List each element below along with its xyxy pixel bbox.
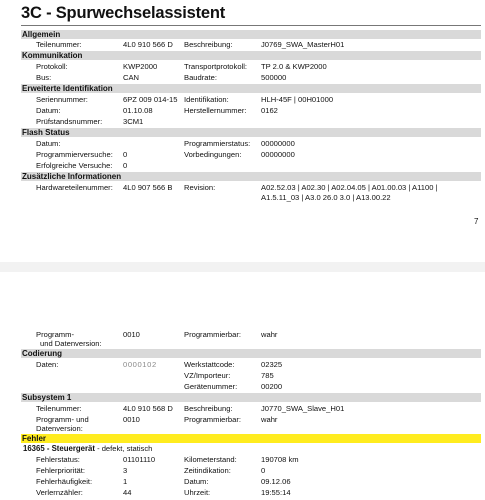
verlernzaehler-label: Verlernzähler:: [36, 488, 83, 497]
fehler-code-line: [23, 444, 152, 453]
seriennummer-label: Seriennummer:: [36, 95, 88, 104]
programmierversuche-value: 0: [123, 150, 128, 159]
geraetenummer-label: Gerätenummer:: [184, 382, 238, 391]
pruefstandsnummer-value: 3CM1: [123, 117, 144, 126]
zeitindikation-label: Zeitindikation:: [184, 466, 231, 475]
section-header-allgemein: Allgemein: [21, 30, 481, 39]
subsystem-programm-label-line2: Datenversion:: [36, 424, 83, 433]
uhrzeit-label: Uhrzeit:: [184, 488, 211, 497]
pruefstandsnummer-label: Prüfstandsnummer:: [36, 117, 103, 126]
vz-importeur-label: VZ/Importeur:: [184, 371, 231, 380]
fehlerhaeufigkeit-value: 1: [123, 477, 128, 486]
verlernzaehler-value: 44: [123, 488, 132, 497]
subsystem-beschreibung-label: Beschreibung:: [184, 404, 233, 413]
werkstattcode-label: Werkstattcode:: [184, 360, 235, 369]
fehlerstatus-label: Fehlerstatus:: [36, 455, 80, 464]
section-header-codierung: Codierung: [21, 349, 481, 358]
revision-value-line1: A02.52.03 | A02.30 | A02.04.05 | A01.00.03 | A1100 |: [261, 183, 438, 192]
section-header-flash-status: Flash Status: [21, 128, 481, 137]
subsystem-programmierbar-value: wahr: [261, 415, 278, 424]
codierung-daten-value: 0000102: [123, 360, 157, 369]
programm-datenversion-label-line1: Programm-: [36, 330, 74, 339]
section-header-zusaetzliche-informationen: Zusätzliche Informationen: [21, 172, 481, 181]
section-header-subsystem-1: Subsystem 1: [21, 393, 481, 402]
kilometerstand-label: Kilometerstand:: [184, 455, 237, 464]
vorbedingungen-value: 00000000: [261, 150, 295, 159]
transportprotokoll-value: TP 2.0 & KWP2000: [261, 62, 327, 71]
identifikation-value: HLH-45F | 00H01000: [261, 95, 334, 104]
codierung-daten-label: Daten:: [36, 360, 59, 369]
kilometerstand-value: 190708 km: [261, 455, 299, 464]
programmierbar-value: wahr: [261, 330, 278, 339]
page-title: 3C - Spurwechselassistent: [21, 4, 226, 22]
fehler-beschreibung: - defekt, statisch: [94, 444, 153, 453]
transportprotokoll-label: Transportprotokoll:: [184, 62, 248, 71]
page-break: [0, 262, 485, 272]
subsystem-programmierbar-label: Programmierbar:: [184, 415, 241, 424]
identifikation-label: Identifikation:: [184, 95, 229, 104]
subsystem-programm-label-line1: Programm- und: [36, 415, 89, 424]
erfolgreiche-versuche-label: Erfolgreiche Versuche:: [36, 161, 113, 170]
programmierstatus-label: Programmierstatus:: [184, 139, 251, 148]
zeitindikation-value: 0: [261, 466, 266, 475]
programmierstatus-value: 00000000: [261, 139, 295, 148]
subsystem-teilenummer-value: 4L0 910 568 D: [123, 404, 173, 413]
baudrate-value: 500000: [261, 73, 287, 82]
subsystem-beschreibung-value: J0770_SWA_Slave_H01: [261, 404, 345, 413]
bus-value: CAN: [123, 73, 140, 82]
flash-datum-label: Datum:: [36, 139, 61, 148]
hardwareteilenummer-value: 4L0 907 566 B: [123, 183, 173, 192]
beschreibung-value: J0769_SWA_MasterH01: [261, 40, 345, 49]
datum-label: Datum:: [36, 106, 61, 115]
teilenummer-value: 4L0 910 566 D: [123, 40, 173, 49]
protokoll-label: Protokoll:: [36, 62, 68, 71]
werkstattcode-value: 02325: [261, 360, 283, 369]
title-divider: [21, 25, 481, 26]
programmierbar-label: Programmierbar:: [184, 330, 241, 339]
fehlerprioritaet-value: 3: [123, 466, 128, 475]
revision-value-line2: A1.5.11_03 | A3.0 26.0 3.0 | A13.00.22: [261, 193, 391, 202]
herstellernummer-label: Herstellernummer:: [184, 106, 247, 115]
programmierversuche-label: Programmierversuche:: [36, 150, 113, 159]
subsystem-teilenummer-label: Teilenummer:: [36, 404, 82, 413]
hardwareteilenummer-label: Hardwareteilenummer:: [36, 183, 113, 192]
subsystem-programm-value: 0010: [123, 415, 140, 424]
seriennummer-value: 6PZ 009 014-15: [123, 95, 178, 104]
fehlerstatus-value: 01101110: [123, 455, 156, 464]
vorbedingungen-label: Vorbedingungen:: [184, 150, 242, 159]
bus-label: Bus:: [36, 73, 52, 82]
geraetenummer-value: 00200: [261, 382, 283, 391]
baudrate-label: Baudrate:: [184, 73, 217, 82]
section-header-erweiterte-identifikation: Erweiterte Identifikation: [21, 84, 481, 93]
section-header-kommunikation: Kommunikation: [21, 51, 481, 60]
fehler-code: 16365 - Steuergerät: [23, 444, 95, 453]
revision-label: Revision:: [184, 183, 216, 192]
protokoll-value: KWP2000: [123, 62, 158, 71]
fehlerprioritaet-label: Fehlerpriorität:: [36, 466, 85, 475]
programm-datenversion-label-line2: und Datenversion:: [40, 339, 102, 348]
fehlerhaeufigkeit-label: Fehlerhäufigkeit:: [36, 477, 93, 486]
fehler-datum-label: Datum:: [184, 477, 209, 486]
teilenummer-label: Teilenummer:: [36, 40, 82, 49]
uhrzeit-value: 19:55:14: [261, 488, 291, 497]
vz-importeur-value: 785: [261, 371, 274, 380]
fehler-datum-value: 09.12.06: [261, 477, 291, 486]
programm-datenversion-value: 0010: [123, 330, 140, 339]
page-number: 7: [474, 217, 479, 226]
datum-value: 01.10.08: [123, 106, 153, 115]
beschreibung-label: Beschreibung:: [184, 40, 233, 49]
herstellernummer-value: 0162: [261, 106, 278, 115]
erfolgreiche-versuche-value: 0: [123, 161, 128, 170]
section-header-fehler: Fehler: [21, 434, 481, 443]
